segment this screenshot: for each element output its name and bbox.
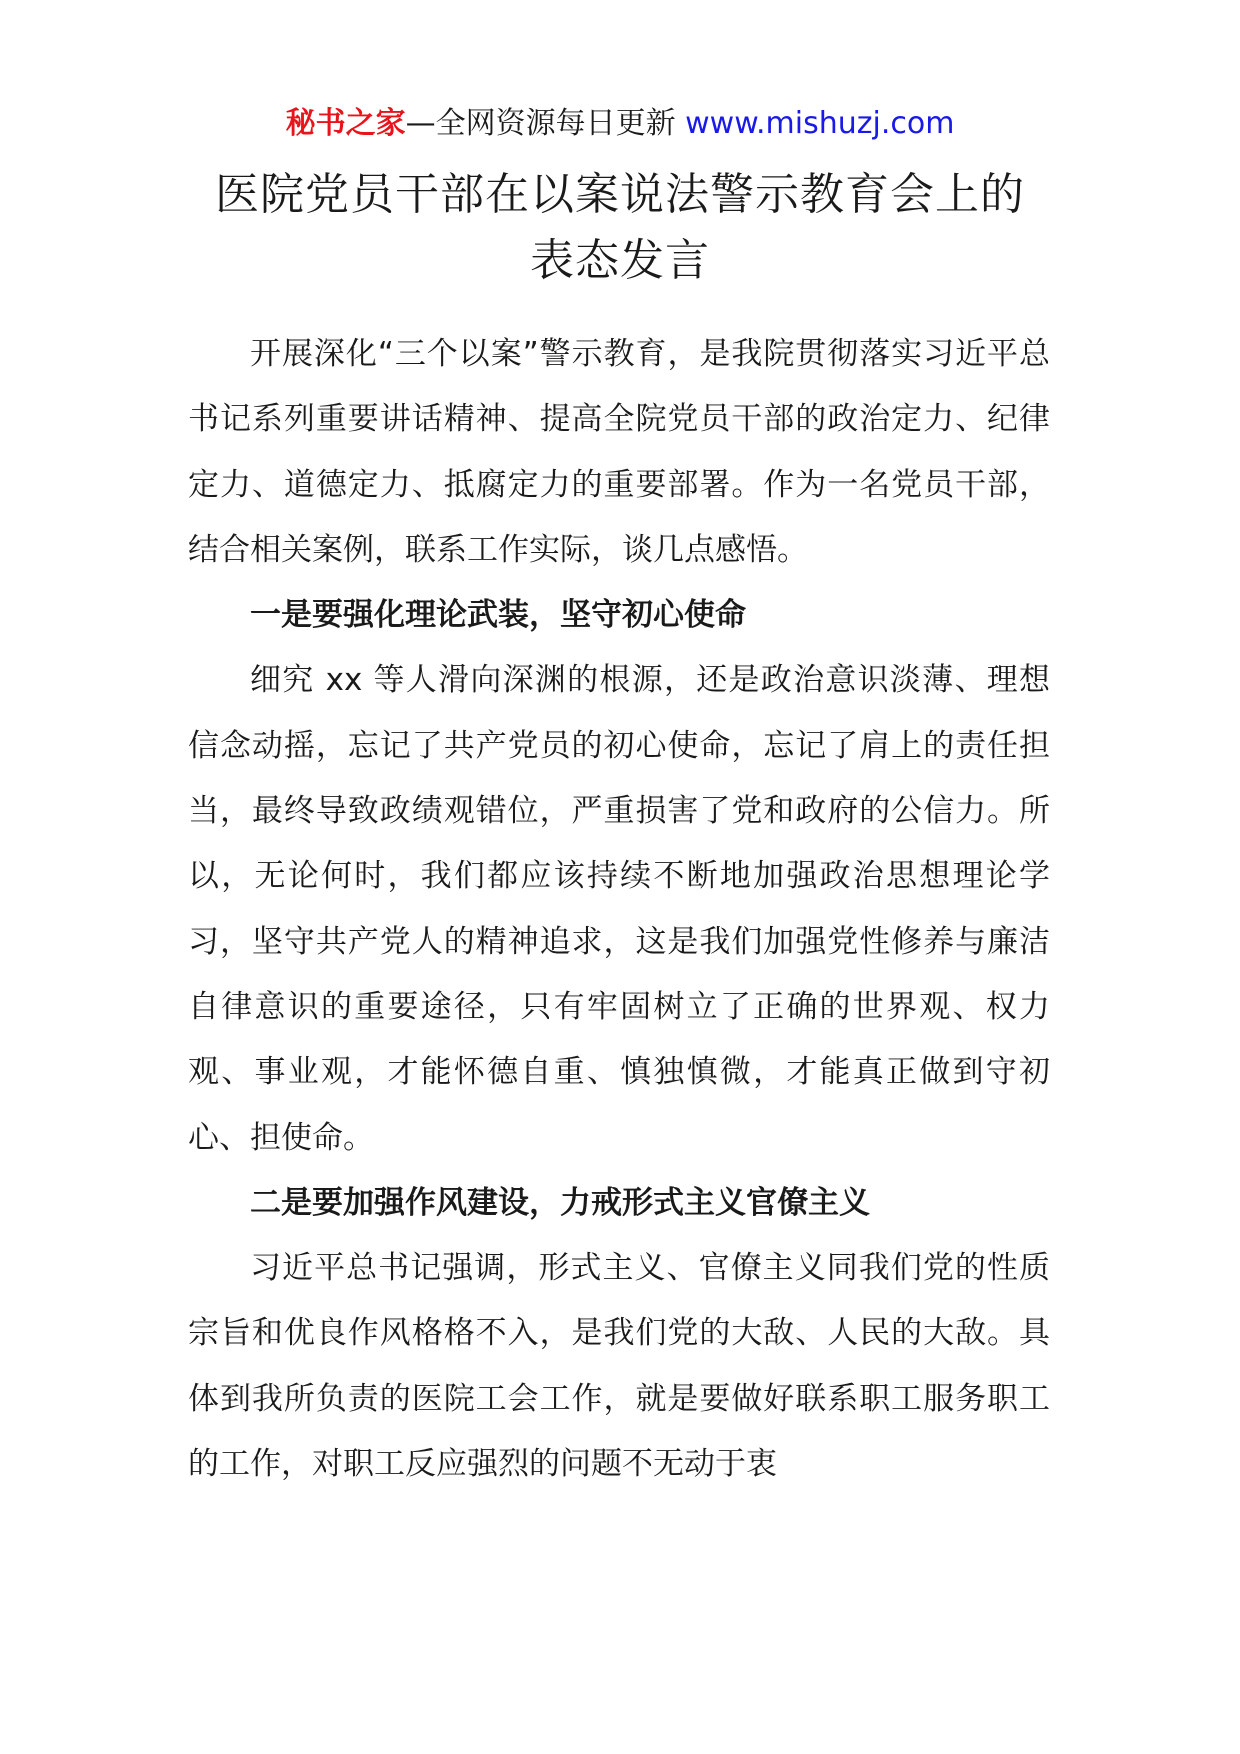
site-url[interactable]: www.mishuzj.com xyxy=(685,106,955,141)
title-line-2: 表态发言 xyxy=(530,235,710,286)
site-header xyxy=(0,104,1240,144)
document-body xyxy=(188,322,1050,1497)
intro-paragraph: 开展深化“三个以案”警示教育，是我院贯彻落实习近平总书记系列重要讲话精神、提高全院党员干部的政治定力、纪律定力、道德定力、抵腐定力的重要部署。作为一名党员干部，结合相关案例，联系工作实际，谈几点感悟。 xyxy=(188,336,1050,568)
header-tagline: —全网资源每日更新 xyxy=(405,106,686,141)
brand-name: 秘书之家 xyxy=(285,106,406,141)
section-2-heading: 二是要加强作风建设，力戒形式主义官僚主义 xyxy=(250,1184,870,1221)
section-1-heading: 一是要强化理论武装，坚守初心使命 xyxy=(250,597,746,634)
title-line-1: 医院党员干部在以案说法警示教育会上的 xyxy=(215,169,1025,220)
section-2-paragraph: 习近平总书记强调，形式主义、官僚主义同我们党的性质宗旨和优良作风格格不入，是我们党的大敌、人民的大敌。具体到我所负责的医院工会工作，就是要做好联系职工服务职工的工作，对职工反应强烈的问题不无动于衷 xyxy=(188,1250,1050,1483)
document-title xyxy=(150,162,1090,294)
section-1-paragraph: 细究 xx 等人滑向深渊的根源，还是政治意识淡薄、理想信念动摇，忘记了共产党员的初心使命，忘记了肩上的责任担当，最终导致政绩观错位，严重损害了党和政府的公信力。所以，无论何时，我们都应该持续不断地加强政治思想理论学习，坚守共产党人的精神追求，这是我们加强党性修养与廉洁自律意识的重要途径，只有牢固树立了正确的世界观、权力观、事业观，才能怀德自重、慎独慎微，才能真正做到守初心、担使命。 xyxy=(188,662,1050,1156)
